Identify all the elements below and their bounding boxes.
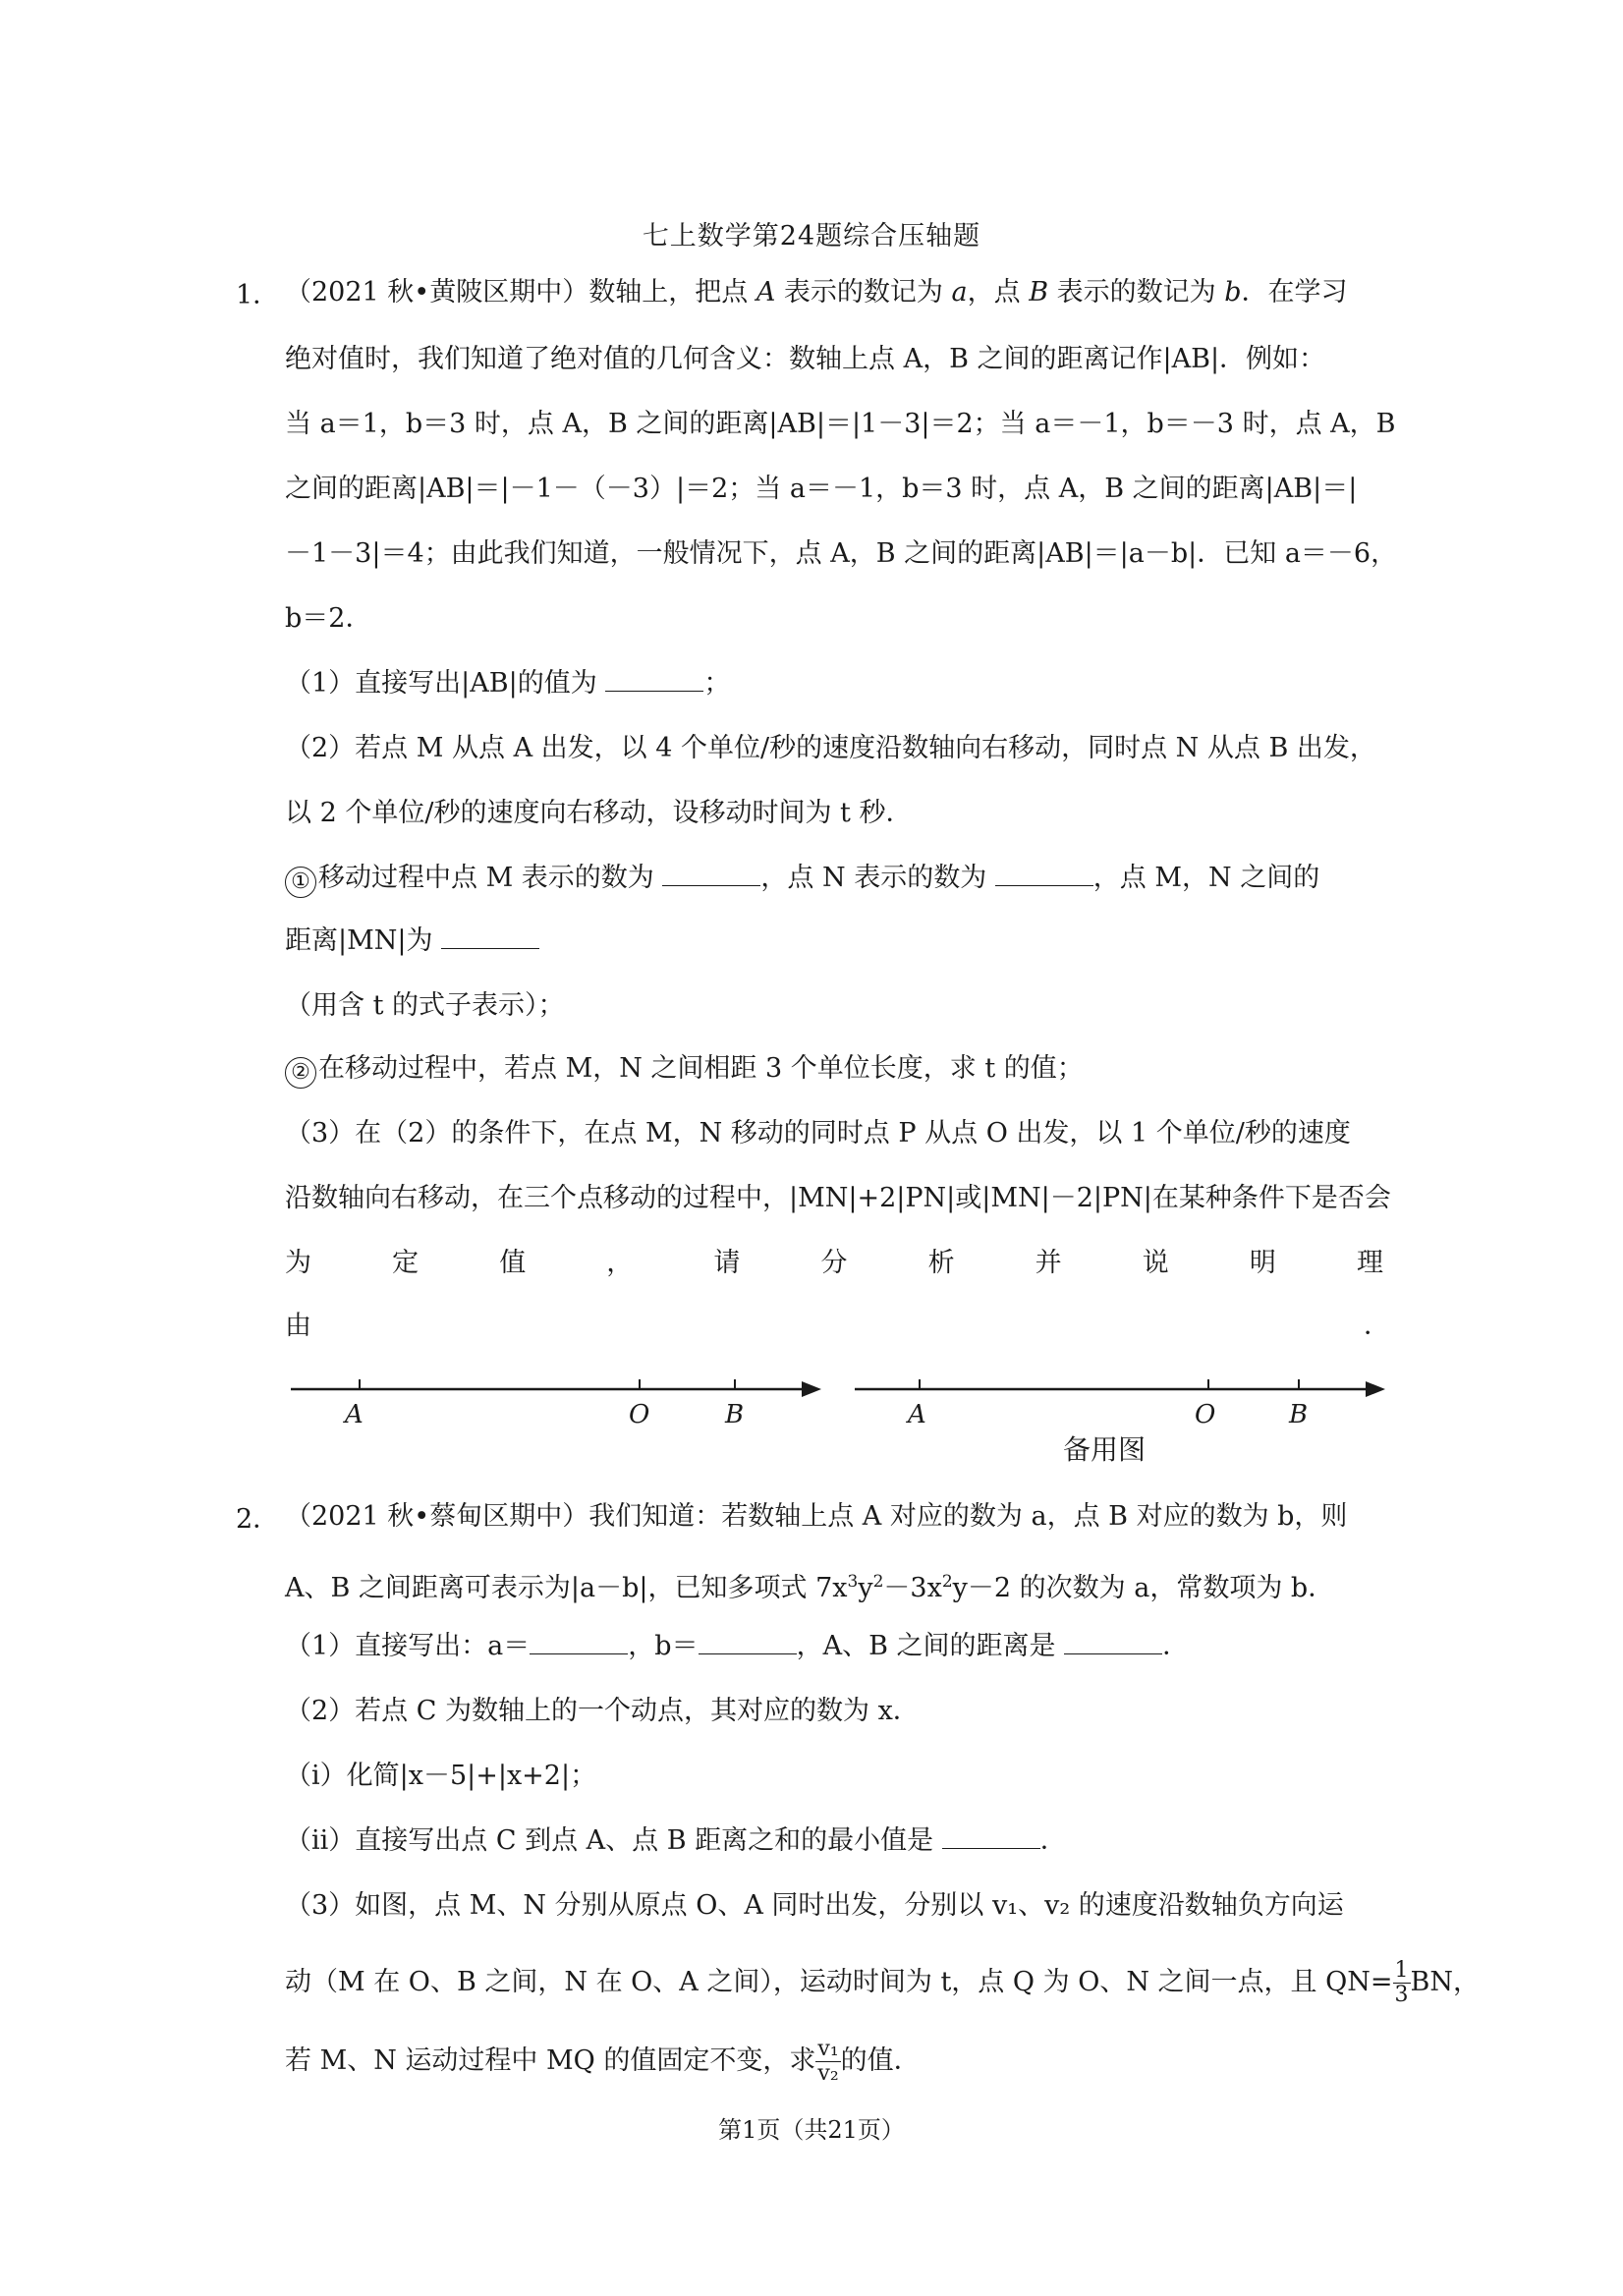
problem-number: 2． (236, 1504, 280, 1535)
page-title: 七上数学第24题综合压轴题 (642, 221, 981, 252)
answer-blank[interactable] (662, 862, 760, 886)
answer-blank[interactable] (995, 862, 1093, 886)
fraction-one-third: $\frac{1}{3}$ (1394, 1958, 1409, 2007)
circled-one: ① (285, 867, 316, 898)
backup-point-b-label: B (1289, 1400, 1309, 1429)
question-1: （1）直接写出：a＝ ，b＝ ，A、B 之间的距离是 ． (285, 1631, 1190, 1661)
answer-blank[interactable] (1064, 1630, 1162, 1654)
question-2-ii: （ii）直接写出点 C 到点 A、点 B 距离之和的最小值是 ． (285, 1825, 1067, 1856)
answer-blank[interactable] (441, 924, 539, 949)
circled-two: ② (285, 1057, 316, 1089)
question-2: （2）若点 C 为数轴上的一个动点，其对应的数为 x． (285, 1696, 920, 1726)
point-b-label: B (725, 1400, 745, 1429)
point-o-label: O (629, 1400, 650, 1429)
fraction-v1-over-v2: $\frac{\text{v₁}}{\text{v₂}}$ (817, 2037, 839, 2086)
backup-figure-caption: 备用图 (1063, 1433, 1147, 1466)
problem-2-line-2: A、B 之间距离可表示为|a－b|，已知多项式 $7x^3y^2-3x^2y-2$ 的次数为 a，常数项为 b． (285, 1572, 1335, 1603)
backup-point-o-label: O (1195, 1400, 1216, 1429)
answer-blank[interactable] (699, 1630, 797, 1654)
question-3-line-3: 为 定 值 ， 请 分 析 并 说 明 理 (285, 1248, 1383, 1278)
question-3-end: ． (1364, 1311, 1390, 1341)
question-3-line-1: （3）如图，点 M、N 分别从原点 O、A 同时出发，分别以 v₁、v₂ 的速度沿数轴负方向运 (285, 1890, 1344, 1921)
question-3-line-2: 沿数轴向右移动，在三个点移动的过程中，|MN|+2|PN|或|MN|－2|PN|在某种条件下是否会 (285, 1183, 1391, 1213)
problem-1-line-2: 绝对值时，我们知道了绝对值的几何含义：数轴上点 A，B 之间的距离记作|AB|．例如： (285, 344, 1326, 374)
answer-blank[interactable] (530, 1630, 628, 1654)
problem-2-line-1: （2021 秋•蔡甸区期中）我们知道：若数轴上点 A 对应的数为 a，点 B 对应的数为 b，则 (285, 1501, 1348, 1532)
question-1: （1）直接写出|AB|的值为 ； (285, 668, 731, 699)
point-a-label: A (345, 1400, 364, 1429)
answer-blank[interactable] (942, 1824, 1040, 1849)
question-3-line-4: 由 (285, 1311, 311, 1341)
backup-point-a-label: A (908, 1400, 926, 1429)
page-footer: 第1页（共21页） (718, 2116, 905, 2144)
problem-1-line-5: －1－3|＝4；由此我们知道，一般情况下，点 A，B 之间的距离|AB|＝|a－b|．已知 a＝－6， (285, 538, 1398, 569)
problem-1-line-3: 当 a＝1，b＝3 时，点 A，B 之间的距离|AB|＝|1－3|＝2；当 a＝－1，b＝－3 时，点 A，B (285, 409, 1396, 439)
sub-question-1-line-2: 距离|MN|为 (285, 922, 539, 961)
problem-1-line-1: （2021 秋•黄陂区期中）数轴上，把点 A 表示的数记为 a，点 B 表示的数记为 b．在学习 (285, 277, 1348, 308)
question-2-line-1: （2）若点 M 从点 A 出发，以 4 个单位/秒的速度沿数轴向右移动，同时点 N 从点 B 出发， (285, 733, 1376, 763)
question-2-i: （i）化简|x－5|+|x+2|； (285, 1761, 597, 1791)
problem-number: 1． (236, 280, 280, 310)
question-3-line-2: 动（M 在 O、B 之间，N 在 O、A 之间），运动时间为 t，点 Q 为 O、N 之间一点，且 QN= $\frac{1}{3}$ BN， (285, 1958, 1480, 2007)
question-3-line-1: （3）在（2）的条件下，在点 M，N 移动的同时点 P 从点 O 出发，以 1 个单位/秒的速度 (285, 1118, 1351, 1148)
question-2-line-2: 以 2 个单位/秒的速度向右移动，设移动时间为 t 秒． (285, 798, 913, 828)
sub-question-1-hint: （用含 t 的式子表示）； (285, 990, 565, 1021)
sub-question-2: ② 在移动过程中，若点 M，N 之间相距 3 个单位长度，求 t 的值； (285, 1049, 1084, 1089)
problem-1-line-6: b＝2． (285, 603, 372, 634)
sub-question-1: ① 移动过程中点 M 表示的数为 ，点 N 表示的数为 ，点 M，N 之间的 (285, 859, 1319, 898)
problem-1-line-4: 之间的距离|AB|＝|－1－（－3）|＝2；当 a＝－1，b＝3 时，点 A，B 之间的距离|AB|＝| (285, 474, 1358, 504)
question-3-line-3: 若 M、N 运动过程中 MQ 的值固定不变，求 $\frac{\text{v₁}}{\text{v₂}}$ 的值． (285, 2037, 921, 2086)
answer-blank[interactable] (605, 667, 703, 692)
